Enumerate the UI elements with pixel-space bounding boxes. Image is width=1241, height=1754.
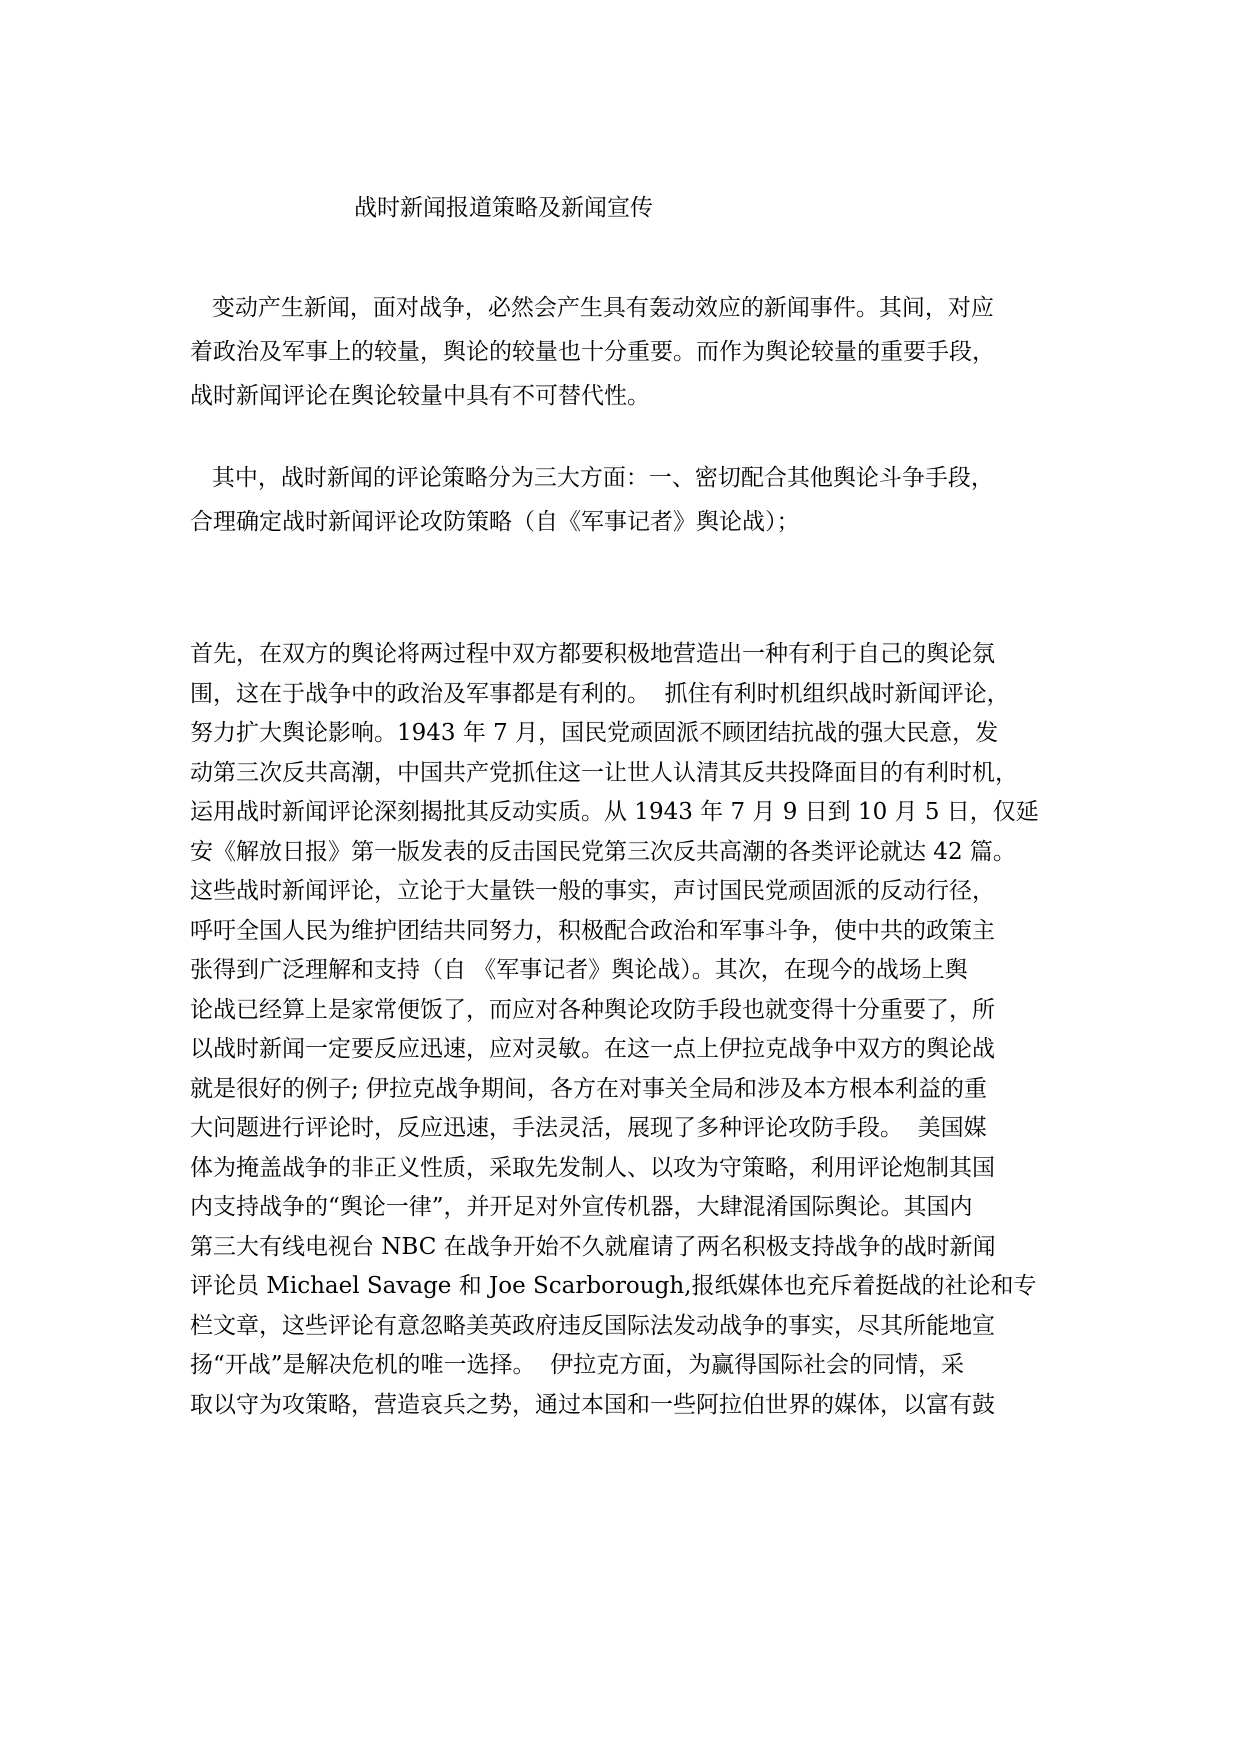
paragraph-line: 安《解放日报》第一版发表的反击国民党第三次反共高潮的各类评论就达 42 篇。 xyxy=(190,838,1016,865)
paragraph-line: 运用战时新闻评论深刻揭批其反动实质。从 1943 年 7 月 9 日到 10 月 5 日，仅延 xyxy=(190,799,1039,825)
paragraph-line: 扬“开战”是解决危机的唯一选择。 伊拉克方面，为赢得国际社会的同情，采 xyxy=(190,1352,965,1378)
paragraph-line: 就是很好的例子; 伊拉克战争期间，各方在对事关全局和涉及本方根本利益的重 xyxy=(190,1075,988,1102)
paragraph-intro xyxy=(190,286,1052,418)
paragraph-body xyxy=(190,635,1052,1425)
paragraph-line: 体为掩盖战争的非正义性质，采取先发制人、以攻为守策略，利用评论炮制其国 xyxy=(190,1154,995,1181)
paragraph-line: 论战已经算上是家常便饭了，而应对各种舆论攻防手段也就变得十分重要了，所 xyxy=(190,996,995,1023)
paragraph-strategy xyxy=(190,456,1052,544)
paragraph-line: 其中，战时新闻的评论策略分为三大方面：一、密切配合其他舆论斗争手段， xyxy=(190,465,994,491)
paragraph-line: 这些战时新闻评论，立论于大量铁一般的事实，声讨国民党顽固派的反动行径， xyxy=(190,878,995,904)
paragraph-line: 第三大有线电视台 NBC 在战争开始不久就雇请了两名积极支持战争的战时新闻 xyxy=(190,1233,996,1260)
document-title: 战时新闻报道策略及新闻宣传 xyxy=(354,195,653,221)
paragraph-line: 张得到广泛理解和支持（自 《军事记者》舆论战）。其次，在现今的战场上舆 xyxy=(190,957,968,983)
paragraph-line: 首先，在双方的舆论将两过程中双方都要积极地营造出一种有利于自己的舆论氛 xyxy=(190,641,995,667)
paragraph-line: 以战时新闻一定要反应迅速，应对灵敏。在这一点上伊拉克战争中双方的舆论战 xyxy=(190,1036,995,1062)
paragraph-line: 合理确定战时新闻评论攻防策略（自《军事记者》舆论战）； xyxy=(190,509,800,535)
paragraph-line: 评论员 Michael Savage 和 Joe Scarborough,报纸媒体也充斥着挺战的社论和专 xyxy=(190,1273,1037,1299)
paragraph-line: 战时新闻评论在舆论较量中具有不可替代性。 xyxy=(190,383,650,409)
paragraph-line: 大问题进行评论时，反应迅速，手法灵活，展现了多种评论攻防手段。 美国媒 xyxy=(190,1115,987,1141)
paragraph-line: 变动产生新闻，面对战争，必然会产生具有轰动效应的新闻事件。其间，对应 xyxy=(190,295,994,321)
paragraph-line: 着政治及军事上的较量，舆论的较量也十分重要。而作为舆论较量的重要手段， xyxy=(190,339,995,365)
paragraph-line: 内支持战争的“舆论一律”，并开足对外宣传机器，大肆混淆国际舆论。其国内 xyxy=(190,1194,973,1220)
paragraph-line: 动第三次反共高潮，中国共产党抓住这一让世人认清其反共投降面目的有利时机， xyxy=(190,759,1018,786)
paragraph-line: 栏文章，这些评论有意忽略美英政府违反国际法发动战争的事实，尽其所能地宣 xyxy=(190,1312,995,1339)
paragraph-line: 围，这在于战争中的政治及军事都是有利的。 抓住有利时机组织战时新闻评论， xyxy=(190,680,1010,707)
paragraph-line: 努力扩大舆论影响。1943 年 7 月，国民党顽固派不顾团结抗战的强大民意，发 xyxy=(190,720,999,746)
paragraph-line: 呼吁全国人民为维护团结共同努力，积极配合政治和军事斗争，使中共的政策主 xyxy=(190,917,995,944)
paragraph-line: 取以守为攻策略，营造哀兵之势，通过本国和一些阿拉伯世界的媒体，以富有鼓 xyxy=(190,1391,995,1418)
